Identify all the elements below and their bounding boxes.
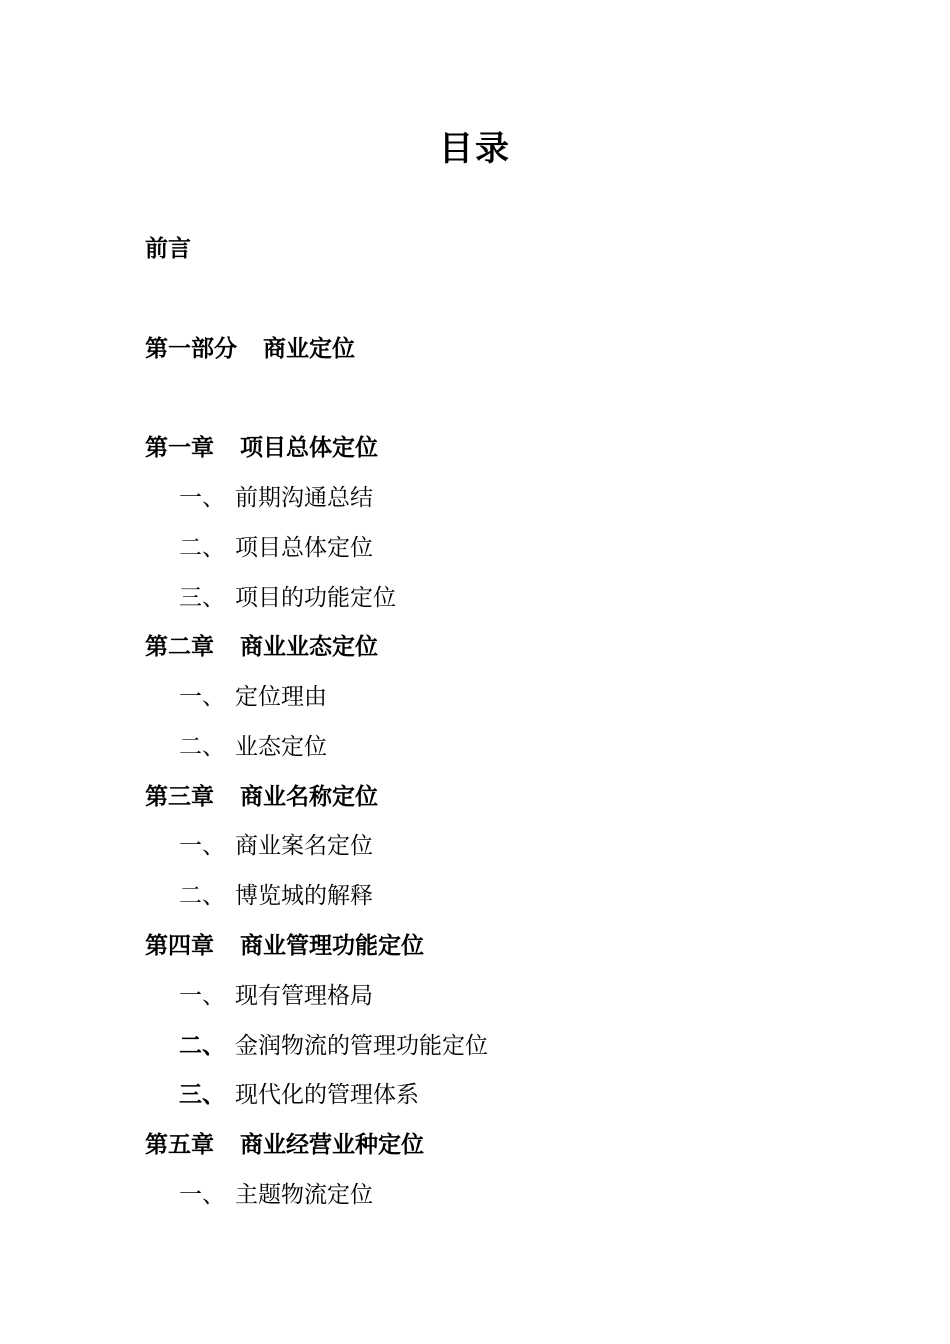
toc-chapter-title: 商业经营业种定位 [240, 1132, 424, 1158]
toc-item-text: 定位理由 [235, 684, 327, 710]
toc-chapter-title: 商业业态定位 [240, 634, 378, 660]
toc-chapter-label: 第四章 [145, 933, 214, 959]
toc-preface-label: 前言 [145, 236, 191, 262]
toc-item-number: 一、 [179, 485, 225, 511]
toc-item[interactable] [179, 1031, 488, 1061]
toc-item-text: 项目的功能定位 [235, 585, 396, 611]
toc-item-number: 一、 [179, 983, 225, 1009]
toc-item-number: 一、 [179, 1182, 225, 1208]
toc-item-text: 现代化的管理体系 [235, 1082, 419, 1108]
toc-chapter-3[interactable] [145, 782, 378, 812]
toc-item-text: 现有管理格局 [235, 983, 373, 1009]
toc-item[interactable] [179, 981, 373, 1011]
toc-item-number: 二、 [179, 734, 225, 760]
toc-chapter-label: 第二章 [145, 634, 214, 660]
toc-item[interactable] [179, 831, 373, 861]
toc-item[interactable] [179, 583, 396, 613]
toc-part-title: 商业定位 [263, 336, 355, 362]
toc-item-text: 前期沟通总结 [235, 485, 373, 511]
toc-chapter-title: 项目总体定位 [240, 435, 378, 461]
toc-item-number: 一、 [179, 684, 225, 710]
toc-part-1[interactable] [145, 334, 355, 364]
toc-item-number: 二、 [179, 883, 225, 909]
toc-part-label: 第一部分 [145, 336, 237, 362]
toc-item[interactable] [179, 1080, 419, 1110]
toc-preface[interactable] [145, 234, 191, 264]
toc-chapter-label: 第三章 [145, 784, 214, 810]
toc-item-text: 项目总体定位 [235, 535, 373, 561]
toc-item[interactable] [179, 533, 373, 563]
toc-item-text: 金润物流的管理功能定位 [235, 1033, 488, 1059]
toc-chapter-5[interactable] [145, 1130, 424, 1160]
toc-chapter-title: 商业名称定位 [240, 784, 378, 810]
toc-item-number: 二、 [179, 1033, 225, 1059]
toc-chapter-label: 第五章 [145, 1132, 214, 1158]
toc-item[interactable] [179, 1180, 373, 1210]
toc-item-number: 二、 [179, 535, 225, 561]
toc-item-number: 三、 [179, 585, 225, 611]
toc-chapter-title: 商业管理功能定位 [240, 933, 424, 959]
toc-item[interactable] [179, 881, 373, 911]
toc-item-text: 商业案名定位 [235, 833, 373, 859]
toc-chapter-1[interactable] [145, 433, 378, 463]
toc-chapter-label: 第一章 [145, 435, 214, 461]
toc-item-text: 业态定位 [235, 734, 327, 760]
toc-item[interactable] [179, 483, 373, 513]
toc-item-text: 主题物流定位 [235, 1182, 373, 1208]
toc-chapter-4[interactable] [145, 931, 424, 961]
toc-item-text: 博览城的解释 [235, 883, 373, 909]
toc-item[interactable] [179, 732, 327, 762]
toc-item[interactable] [179, 682, 327, 712]
toc-chapter-2[interactable] [145, 632, 378, 662]
toc-item-number: 三、 [179, 1082, 225, 1108]
page-title: 目录 [439, 129, 511, 169]
toc-item-number: 一、 [179, 833, 225, 859]
